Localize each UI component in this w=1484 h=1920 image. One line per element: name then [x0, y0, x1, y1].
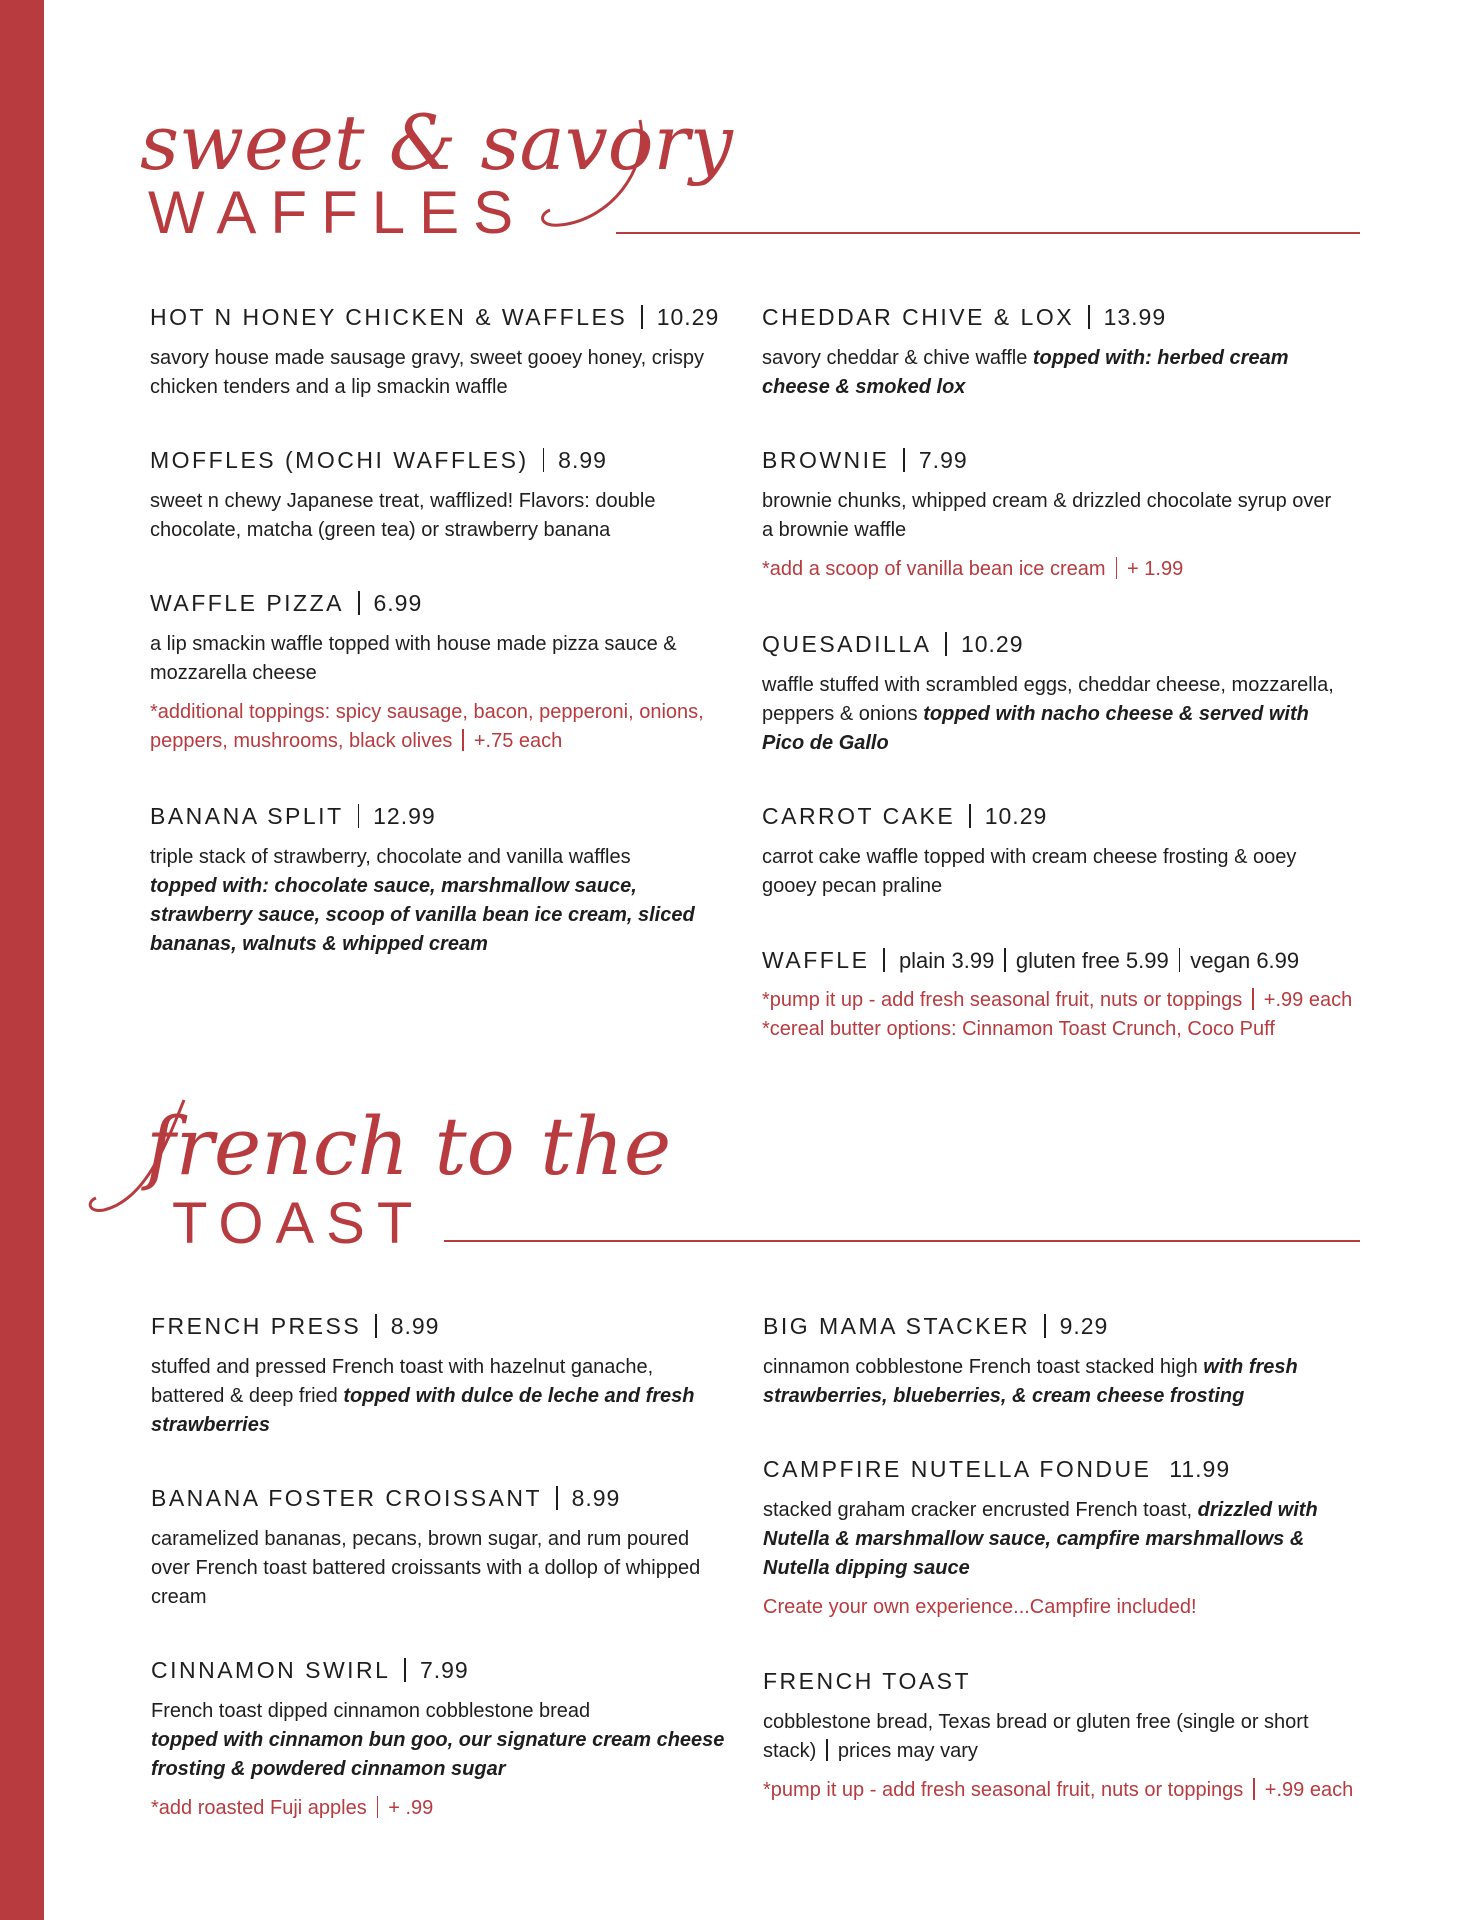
- item-name: FRENCH TOAST: [763, 1668, 972, 1694]
- item-description: sweet n chewy Japanese treat, wafflized! Flavors: double chocolate, matcha (green tea) or strawberry banana: [150, 490, 656, 541]
- item-name: QUESADILLA: [762, 631, 932, 657]
- item-cereal-note: *cereal butter options: Cinnamon Toast Crunch, Coco Puff: [762, 1018, 1275, 1040]
- toast-divider: [444, 1240, 1360, 1242]
- item-price: 10.29: [656, 304, 720, 330]
- waffles-swash: [520, 110, 660, 250]
- menu-item-moffles: [150, 445, 730, 545]
- item-description: French toast dipped cinnamon cobblestone bread topped with cinnamon bun goo, our signature cream cheese frosting & powdered cinnamon sugar: [151, 1700, 725, 1780]
- menu-item-waffle: [762, 945, 1353, 1044]
- menu-item-cheddar-chive-lox: [762, 302, 1342, 402]
- item-description: a lip smackin waffle topped with house made pizza sauce & mozzarella cheese: [150, 633, 677, 684]
- item-addon-note: [151, 1794, 731, 1823]
- item-description: cobblestone bread, Texas bread or gluten free (single or short stack) prices may vary: [763, 1711, 1309, 1762]
- item-addon-note: [763, 1776, 1354, 1805]
- item-price: 13.99: [1103, 304, 1167, 330]
- item-addon-note: [150, 698, 730, 756]
- item-name: FRENCH PRESS: [151, 1313, 362, 1339]
- option-plain: plain 3.99: [898, 948, 995, 973]
- side-accent-bar: [0, 0, 44, 1920]
- addon-price: + 1.99: [1127, 558, 1184, 580]
- item-name: BANANA FOSTER CROISSANT: [151, 1485, 543, 1511]
- menu-item-cinnamon-swirl: [151, 1655, 731, 1823]
- addon-price: +.99 each: [1263, 989, 1353, 1011]
- item-name: CAMPFIRE NUTELLA FONDUE: [763, 1456, 1152, 1482]
- item-name: BIG MAMA STACKER: [763, 1313, 1031, 1339]
- item-addon-note: [762, 986, 1353, 1015]
- item-description: waffle stuffed with scrambled eggs, cheddar cheese, mozzarella, peppers & onions topped with nacho cheese & served with Pico de Gallo: [762, 674, 1334, 754]
- item-name: WAFFLE PIZZA: [150, 590, 344, 616]
- addon-text: *pump it up - add fresh seasonal fruit, nuts or toppings: [763, 1779, 1244, 1801]
- option-gluten-free: gluten free 5.99: [1015, 948, 1169, 973]
- menu-item-carrot-cake: [762, 801, 1342, 901]
- item-price: 6.99: [373, 590, 423, 616]
- waffles-caps-heading: WAFFLES: [148, 179, 528, 246]
- item-price: 11.99: [1169, 1456, 1231, 1482]
- addon-text: *add roasted Fuji apples: [151, 1797, 367, 1819]
- item-name: BANANA SPLIT: [150, 803, 344, 829]
- item-name: CINNAMON SWIRL: [151, 1657, 391, 1683]
- item-price: 7.99: [918, 447, 968, 473]
- item-name: WAFFLE: [762, 947, 870, 973]
- item-name: CHEDDAR CHIVE & LOX: [762, 304, 1075, 330]
- item-price: 8.99: [571, 1485, 621, 1511]
- item-price: 10.29: [984, 803, 1048, 829]
- item-description: carrot cake waffle topped with cream cheese frosting & ooey gooey pecan praline: [762, 846, 1297, 897]
- addon-price: +.75 each: [473, 730, 563, 752]
- item-price: 10.29: [960, 631, 1024, 657]
- toast-caps-heading: TOAST: [172, 1191, 425, 1256]
- toast-script-heading: french to the: [146, 1100, 672, 1193]
- menu-item-hot-honey: [150, 302, 730, 402]
- menu-item-big-mama-stacker: [763, 1311, 1343, 1411]
- addon-text: *pump it up - add fresh seasonal fruit, nuts or toppings: [762, 989, 1243, 1011]
- menu-item-quesadilla: [762, 629, 1342, 758]
- item-price: 8.99: [390, 1313, 440, 1339]
- menu-item-banana-split: [150, 801, 730, 959]
- menu-item-banana-foster: [151, 1483, 731, 1612]
- item-description: brownie chunks, whipped cream & drizzled chocolate syrup over a brownie waffle: [762, 490, 1332, 541]
- addon-text: *additional toppings: spicy sausage, bacon, pepperoni, onions, peppers, mushrooms, black olives: [150, 701, 704, 752]
- addon-price: + .99: [388, 1797, 434, 1819]
- item-description: cinnamon cobblestone French toast stacked high with fresh strawberries, blueberries, & cream cheese frosting: [763, 1356, 1298, 1407]
- item-description: triple stack of strawberry, chocolate and vanilla waffles topped with: chocolate sauce, marshmallow sauce, strawberry sauce, scoop of vanilla bean ice cream, sliced bananas, walnuts & whipped cream: [150, 846, 695, 955]
- item-description: stuffed and pressed French toast with hazelnut ganache, battered & deep fried topped with dulce de leche and fresh strawberries: [151, 1356, 695, 1436]
- addon-price: +.99 each: [1264, 1779, 1354, 1801]
- item-price: 12.99: [373, 803, 436, 829]
- menu-item-campfire-nutella-fondue: [763, 1454, 1343, 1622]
- item-description: savory cheddar & chive waffle topped with: herbed cream cheese & smoked lox: [762, 347, 1289, 398]
- menu-item-french-toast: [763, 1666, 1354, 1805]
- item-name: BROWNIE: [762, 447, 890, 473]
- option-vegan: vegan 6.99: [1190, 948, 1300, 973]
- menu-item-french-press: [151, 1311, 731, 1440]
- item-description: caramelized bananas, pecans, brown sugar, and rum poured over French toast battered croissants with a dollop of whipped cream: [151, 1528, 701, 1608]
- item-description: stacked graham cracker encrusted French toast, drizzled with Nutella & marshmallow sauce, campfire marshmallows & Nutella dipping sauce: [763, 1499, 1318, 1579]
- item-name: CARROT CAKE: [762, 803, 956, 829]
- item-price: 8.99: [558, 447, 607, 473]
- item-name: HOT N HONEY CHICKEN & WAFFLES: [150, 304, 628, 330]
- waffles-divider: [616, 232, 1360, 234]
- item-addon-note: [762, 555, 1342, 584]
- menu-item-waffle-pizza: [150, 588, 730, 756]
- item-price: 9.29: [1059, 1313, 1109, 1339]
- waffles-script-heading: sweet & savory: [140, 98, 733, 187]
- addon-text: *add a scoop of vanilla bean ice cream: [762, 558, 1106, 580]
- item-campfire-note: Create your own experience...Campfire included!: [763, 1596, 1197, 1618]
- menu-item-brownie: [762, 445, 1342, 584]
- item-name: MOFFLES (MOCHI WAFFLES): [150, 447, 529, 473]
- item-price: 7.99: [419, 1657, 469, 1683]
- item-description: savory house made sausage gravy, sweet gooey honey, crispy chicken tenders and a lip smackin waffle: [150, 347, 705, 398]
